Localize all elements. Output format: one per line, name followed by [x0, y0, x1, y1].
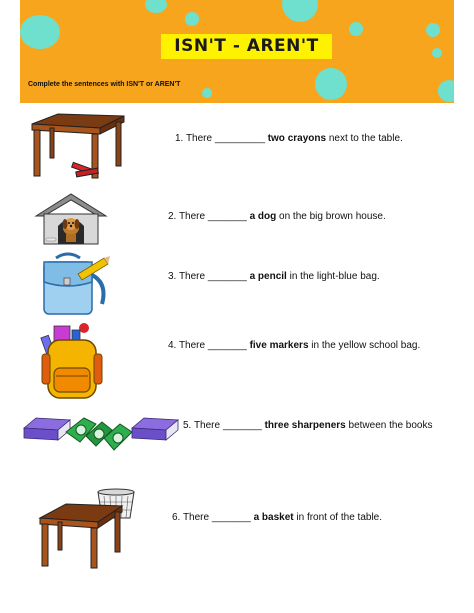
worksheet-header — [20, 0, 454, 103]
sentence-6 — [172, 512, 382, 523]
sentence-number: 1. — [175, 133, 184, 144]
sentence-subject: a pencil — [249, 271, 287, 282]
sentence-2 — [168, 211, 386, 222]
sentence-start: There — [178, 271, 206, 282]
sentence-end: on the big brown house. — [279, 211, 386, 222]
answer-blank[interactable]: _______ — [207, 211, 247, 222]
sentence-subject: five markers — [249, 340, 309, 351]
sentence-start: There — [193, 420, 221, 431]
decorative-dot — [145, 0, 167, 13]
sentence-subject: a dog — [249, 211, 277, 222]
answer-blank[interactable]: _______ — [207, 271, 247, 282]
sentence-1 — [175, 133, 403, 144]
sentence-subject: a basket — [253, 512, 294, 523]
sentence-number: 4. — [168, 340, 177, 351]
decorative-dot — [426, 23, 440, 37]
decorative-dot — [282, 0, 318, 22]
sentence-end: in the light-blue bag. — [289, 271, 380, 282]
sentence-end: in front of the table. — [296, 512, 383, 523]
decorative-dot — [20, 15, 60, 49]
sentence-5 — [183, 420, 432, 431]
sentence-subject: two crayons — [267, 133, 327, 144]
sentence-start: There — [182, 512, 210, 523]
answer-blank[interactable]: _______ — [207, 340, 247, 351]
sentence-number: 2. — [168, 211, 177, 222]
sentence-number: 5. — [183, 420, 192, 431]
yellow-school-bag-picture — [40, 320, 104, 402]
decorative-dot — [438, 80, 454, 102]
answer-blank[interactable]: _________ — [214, 133, 265, 144]
answer-blank[interactable]: _______ — [211, 512, 251, 523]
books-and-sharpeners-picture — [22, 412, 180, 462]
light-blue-bag-picture — [38, 252, 110, 318]
dog-in-doghouse-picture — [32, 192, 110, 246]
sentence-number: 3. — [168, 271, 177, 282]
basket-and-table-picture — [36, 488, 138, 570]
sentence-start: There — [178, 340, 206, 351]
decorative-dot — [432, 48, 442, 58]
table-with-crayons-picture — [28, 110, 128, 182]
sentence-end: between the books — [348, 420, 433, 431]
instruction-text: Complete the sentences with ISN'T or AREN'T — [28, 81, 181, 88]
sentence-4 — [168, 340, 420, 351]
sentence-3 — [168, 271, 380, 282]
decorative-dot — [202, 88, 212, 98]
sentence-end: next to the table. — [328, 133, 403, 144]
sentence-start: There — [178, 211, 206, 222]
decorative-dot — [315, 68, 347, 100]
decorative-dot — [349, 22, 363, 36]
sentence-start: There — [185, 133, 213, 144]
sentence-number: 6. — [172, 512, 181, 523]
sentence-end: in the yellow school bag. — [311, 340, 421, 351]
sentence-subject: three sharpeners — [264, 420, 346, 431]
answer-blank[interactable]: _______ — [222, 420, 262, 431]
decorative-dot — [185, 12, 199, 26]
worksheet-title: ISN'T - AREN'T — [161, 34, 332, 59]
